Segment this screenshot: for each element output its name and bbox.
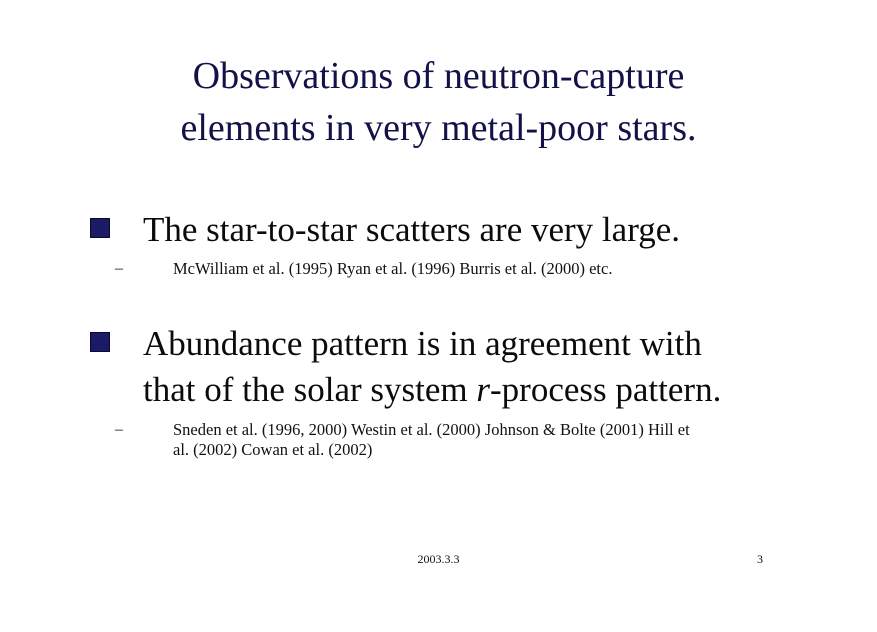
bullet-2-line-2-pre: that of the solar system <box>143 370 477 409</box>
bullet-text-2 <box>143 321 721 413</box>
bullet-2-line-2 <box>143 367 721 413</box>
sub-text-2 <box>173 420 823 460</box>
page-number: 3 <box>757 552 763 566</box>
dash-icon: – <box>115 260 123 277</box>
sub-text-1 <box>173 259 823 279</box>
sub-2-line-1: Sneden et al. (1996, 2000) Westin et al. (2000) Johnson & Bolte (2001) Hill et <box>173 420 690 439</box>
title-line-1: Observations of neutron-capture <box>192 55 685 97</box>
bullet-2-r-italic: r <box>476 370 491 409</box>
dash-icon: – <box>115 421 123 438</box>
bullet-2-line-1: Abundance pattern is in agreement with <box>143 324 702 363</box>
slide-title <box>0 50 877 154</box>
bullet-1-line-1: The star-to-star scatters are very large. <box>143 210 680 249</box>
sub-1-line-1: McWilliam et al. (1995) Ryan et al. (1996) Burris et al. (2000) etc. <box>173 259 613 278</box>
title-line-2: elements in very metal-poor stars. <box>180 107 697 149</box>
bullet-2-line-2-post: -process pattern. <box>490 370 722 409</box>
bullet-text-1 <box>143 207 680 253</box>
sub-2-line-2: al. (2002) Cowan et al. (2002) <box>173 440 373 459</box>
bullet-square-icon <box>90 332 110 352</box>
footer-date: 2003.3.3 <box>417 552 460 566</box>
bullet-square-icon <box>90 218 110 238</box>
